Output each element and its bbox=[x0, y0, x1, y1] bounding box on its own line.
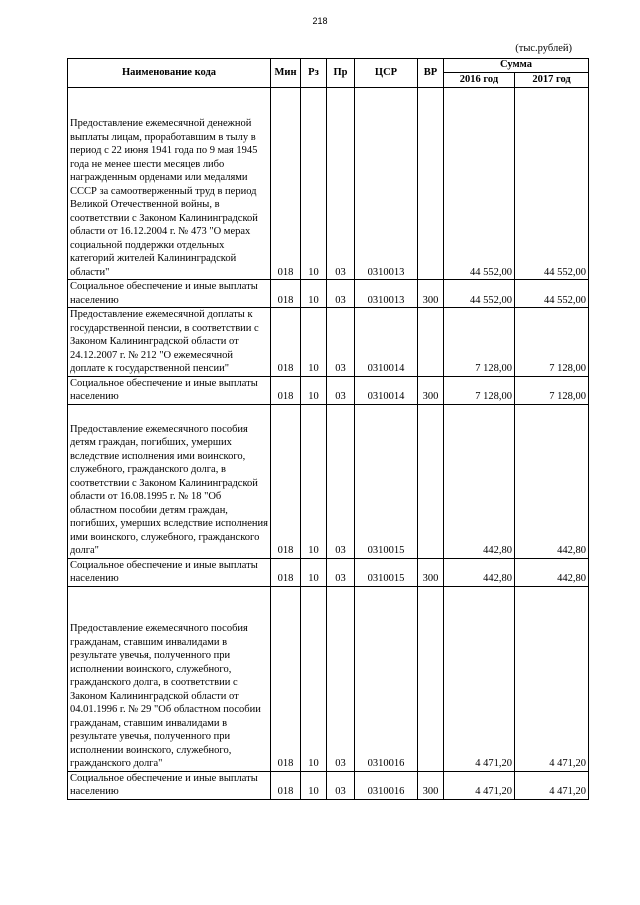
budget-table bbox=[67, 58, 589, 800]
cell-2016: 4 471,20 bbox=[444, 771, 515, 799]
cell-2016: 7 128,00 bbox=[444, 308, 515, 377]
header-csr: ЦСР bbox=[355, 59, 418, 88]
cell-vr: 300 bbox=[418, 376, 444, 404]
cell-rz: 10 bbox=[301, 88, 327, 280]
cell-csr: 0310015 bbox=[355, 404, 418, 558]
row-name-text: Предоставление ежемесячного пособия детям граждан, погибших, умерших вследствие исполнения ими воинского, служебного, гражданского долга, в соответствии с Законом Калининградской области от 16.08.1995 г. № 18 "Об областном пособии детям граждан, погибших, умерших вследствие исполнения ими воинского, служебного, гражданского долга" bbox=[70, 423, 268, 556]
cell-rz: 10 bbox=[301, 586, 327, 771]
cell-pr: 03 bbox=[327, 308, 355, 377]
cell-vr: 300 bbox=[418, 558, 444, 586]
cell-rz: 10 bbox=[301, 376, 327, 404]
cell-min: 018 bbox=[271, 280, 301, 308]
cell-vr: 300 bbox=[418, 280, 444, 308]
cell-2017: 44 552,00 bbox=[515, 88, 589, 280]
header-name: Наименование кода bbox=[68, 59, 271, 88]
cell-csr: 0310013 bbox=[355, 280, 418, 308]
header-min: Мин bbox=[271, 59, 301, 88]
cell-min: 018 bbox=[271, 376, 301, 404]
cell-csr: 0310013 bbox=[355, 88, 418, 280]
cell-vr bbox=[418, 404, 444, 558]
cell-pr: 03 bbox=[327, 586, 355, 771]
cell-pr: 03 bbox=[327, 404, 355, 558]
cell-2017: 4 471,20 bbox=[515, 771, 589, 799]
cell-min: 018 bbox=[271, 88, 301, 280]
units-label: (тыс.рублей) bbox=[515, 43, 572, 54]
cell-2016: 7 128,00 bbox=[444, 376, 515, 404]
row-name-text: Социальное обеспечение и иные выплаты населению bbox=[70, 772, 258, 797]
cell-2017: 442,80 bbox=[515, 558, 589, 586]
cell-csr: 0310015 bbox=[355, 558, 418, 586]
cell-min: 018 bbox=[271, 558, 301, 586]
header-sum: Сумма bbox=[444, 59, 589, 73]
cell-2016: 442,80 bbox=[444, 404, 515, 558]
table-row-name bbox=[68, 376, 271, 404]
cell-rz: 10 bbox=[301, 280, 327, 308]
cell-2016: 4 471,20 bbox=[444, 586, 515, 771]
cell-csr: 0310014 bbox=[355, 376, 418, 404]
row-name-text: Социальное обеспечение и иные выплаты населению bbox=[70, 281, 258, 306]
table-row-name bbox=[68, 586, 271, 771]
cell-vr bbox=[418, 586, 444, 771]
cell-vr: 300 bbox=[418, 771, 444, 799]
table-header bbox=[68, 59, 589, 88]
cell-csr: 0310014 bbox=[355, 308, 418, 377]
cell-vr bbox=[418, 308, 444, 377]
row-name-text: Предоставление ежемесячной доплаты к государственной пенсии, в соответствии с Законом Калининградской области от 24.12.2007 г. № 212 "О ежемесячной доплате к государственной пенсии" bbox=[70, 309, 259, 374]
cell-min: 018 bbox=[271, 404, 301, 558]
header-pr: Пр bbox=[327, 59, 355, 88]
cell-2017: 7 128,00 bbox=[515, 308, 589, 377]
cell-2017: 442,80 bbox=[515, 404, 589, 558]
cell-rz: 10 bbox=[301, 558, 327, 586]
cell-2016: 44 552,00 bbox=[444, 280, 515, 308]
cell-rz: 10 bbox=[301, 771, 327, 799]
table-row-name bbox=[68, 404, 271, 558]
cell-2016: 442,80 bbox=[444, 558, 515, 586]
row-name-text: Предоставление ежемесячного пособия гражданам, ставшим инвалидами в результате увечья, полученного при исполнении воинского, служебного, гражданского долга, в соответствии с Законом Калининградской области от 04.01.1996 г. № 29 "Об областном пособии гражданам, ставшим инвалидами в результате увечья, полученного при исполнении воинского, служебного, гражданского долга" bbox=[70, 623, 261, 769]
cell-min: 018 bbox=[271, 308, 301, 377]
row-name-text: Социальное обеспечение и иные выплаты населению bbox=[70, 377, 258, 402]
row-name-text: Социальное обеспечение и иные выплаты населению bbox=[70, 559, 258, 584]
cell-min: 018 bbox=[271, 586, 301, 771]
header-rz: Рз bbox=[301, 59, 327, 88]
cell-csr: 0310016 bbox=[355, 586, 418, 771]
cell-pr: 03 bbox=[327, 558, 355, 586]
cell-2017: 4 471,20 bbox=[515, 586, 589, 771]
header-year-2016: 2016 год bbox=[444, 72, 515, 87]
cell-pr: 03 bbox=[327, 280, 355, 308]
table-row-name bbox=[68, 280, 271, 308]
page-number: 218 bbox=[312, 16, 328, 26]
cell-rz: 10 bbox=[301, 404, 327, 558]
header-vr: ВР bbox=[418, 59, 444, 88]
table-row-name bbox=[68, 558, 271, 586]
cell-min: 018 bbox=[271, 771, 301, 799]
cell-pr: 03 bbox=[327, 376, 355, 404]
cell-2016: 44 552,00 bbox=[444, 88, 515, 280]
cell-csr: 0310016 bbox=[355, 771, 418, 799]
cell-2017: 7 128,00 bbox=[515, 376, 589, 404]
cell-rz: 10 bbox=[301, 308, 327, 377]
row-name-text: Предоставление ежемесячной денежной выплаты лицам, проработавшим в тылу в период с 22 июня 1941 года по 9 мая 1945 года не менее шести месяцев либо награжденным орденами или медалями СССР за самоотверженный труд в период Великой Отечественной войны, в соответствии с Законом Калининградской области от 16.12.2004 г. № 473 "О мерах социальной поддержки отдельных категорий жителей Калининградской области" bbox=[70, 118, 258, 278]
cell-2017: 44 552,00 bbox=[515, 280, 589, 308]
cell-pr: 03 bbox=[327, 88, 355, 280]
header-year-2017: 2017 год bbox=[515, 72, 589, 87]
cell-vr bbox=[418, 88, 444, 280]
table-row-name bbox=[68, 308, 271, 377]
table-row-name bbox=[68, 771, 271, 799]
table-row-name bbox=[68, 88, 271, 280]
cell-pr: 03 bbox=[327, 771, 355, 799]
